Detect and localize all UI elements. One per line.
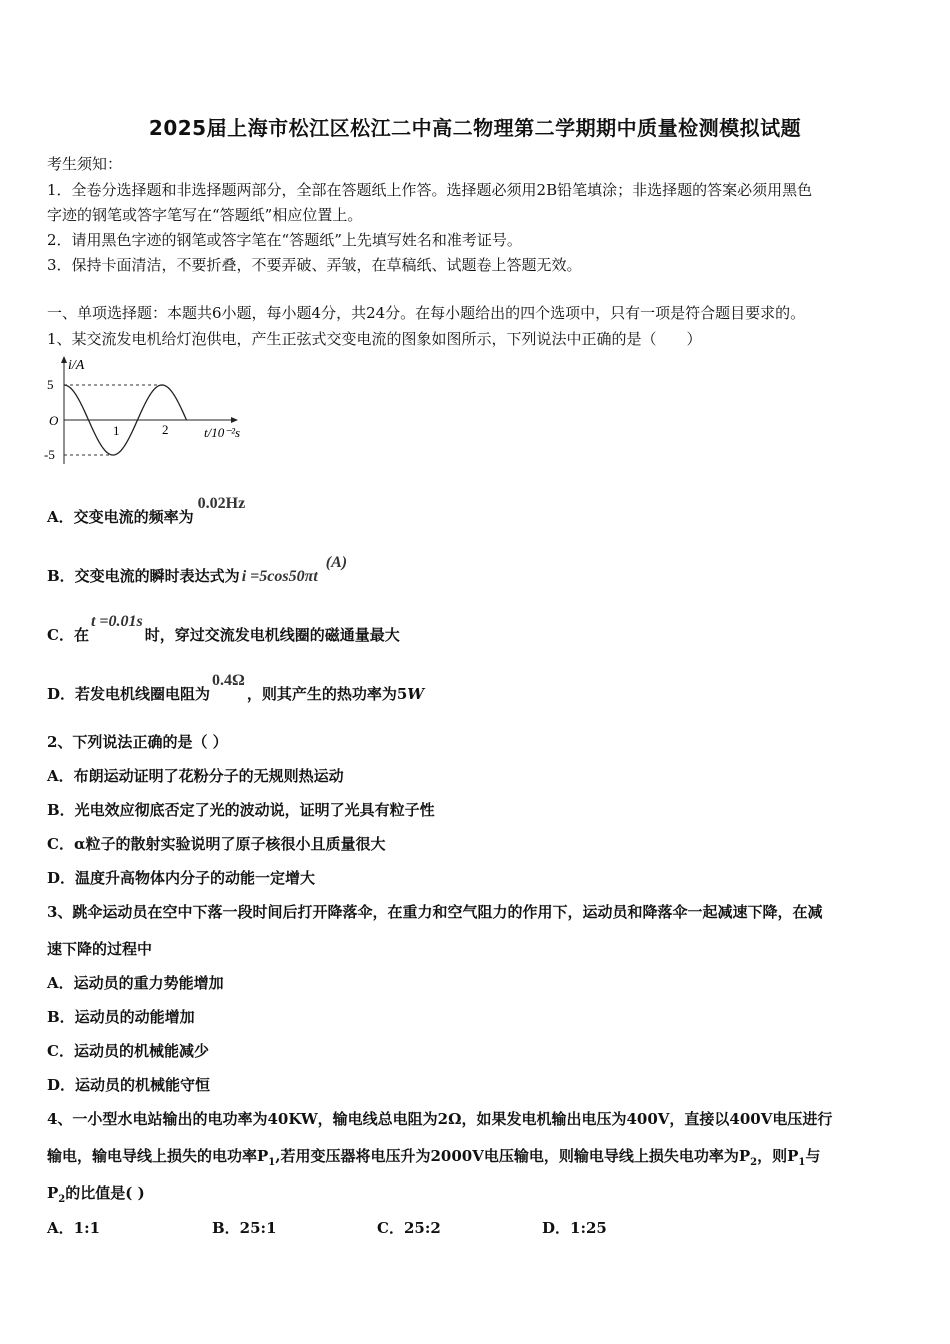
q4-option-c[interactable]: C．25:2	[377, 1219, 441, 1237]
q1-option-b-math: i =5cos50πt	[241, 568, 318, 585]
q1-option-a-math: 0.02Hz	[197, 495, 246, 512]
q1-stem: 1、某交流发电机给灯泡供电，产生正弦式交变电流的图象如图所示，下列说法中正确的是（ ）	[47, 330, 702, 348]
q1-option-d-post: ，则其产生的热功率为5	[246, 685, 408, 703]
q1-option-c[interactable]	[47, 613, 400, 645]
q4-stem-part-3: ，则P	[757, 1147, 799, 1165]
q1-option-d[interactable]	[47, 672, 425, 704]
q4-stem: 4、一小型水电站输出的电功率为40KW，输电线总电阻为2Ω，如果发电机输出电压为400V，直接以400V电压进行	[47, 1110, 833, 1128]
q2-option-a[interactable]: A．布朗运动证明了花粉分子的无规则热运动	[47, 767, 344, 785]
q1-option-a-text: A．交变电流的频率为	[47, 508, 194, 526]
y-tick-bottom: -5	[44, 447, 55, 462]
q1-option-c-post: 时，穿过交流发电机线圈的磁通量最大	[144, 626, 400, 644]
q3-stem: 3、跳伞运动员在空中下落一段时间后打开降落伞，在重力和空气阻力的作用下，运动员和降落伞一起减速下降，在减	[47, 903, 823, 921]
q2-option-d[interactable]: D．温度升高物体内分子的动能一定增大	[47, 869, 316, 887]
q1-option-d-math: 0.4Ω	[212, 672, 245, 689]
q4-stem-part-2: ,若用变压器将电压升为2000V电压输电，则输电导线上损失电功率为P	[275, 1147, 751, 1165]
q4-option-a[interactable]: A．1:1	[47, 1219, 101, 1237]
page-title: 2025届上海市松江区松江二中高二物理第二学期期中质量检测模拟试题	[148, 116, 802, 140]
q4-stem-part-1: 输电，输电导线上损失的电功率P	[47, 1147, 269, 1165]
q1-option-c-pre: C．在	[47, 626, 89, 644]
q2-option-c[interactable]: C．α粒子的散射实验说明了原子核很小且质量很大	[47, 835, 386, 853]
q3-option-a[interactable]: A．运动员的重力势能增加	[47, 974, 224, 992]
x-axis-label: t/10⁻²s	[204, 425, 241, 440]
y-tick-top: 5	[47, 377, 54, 392]
q1-option-a[interactable]	[47, 495, 246, 527]
q1-option-d-pre: D．若发电机线圈电阻为	[47, 685, 211, 703]
x-tick-1: 1	[113, 423, 120, 438]
q4-stem-cont	[47, 1145, 820, 1168]
notice-item-1: 1．全卷分选择题和非选择题两部分，全部在答题纸上作答。选择题必须用2B铅笔填涂；非选择题的答案必须用黑色	[47, 181, 813, 199]
q4-option-b[interactable]: B．25:1	[212, 1219, 277, 1237]
y-axis-label: i/A	[68, 358, 85, 373]
q3-stem-cont: 速下降的过程中	[47, 940, 153, 958]
notice-item-1-cont: 字迹的钢笔或答字笔写在“答题纸”相应位置上。	[47, 206, 363, 224]
q4-sub-1b: 1	[798, 1157, 806, 1168]
q1-option-b-text: B．交变电流的瞬时表达式为	[47, 567, 240, 585]
q2-stem: 2、下列说法正确的是（ ）	[47, 733, 228, 751]
x-axis-arrow	[231, 417, 238, 423]
notice-item-3: 3．保持卡面清洁，不要折叠，不要弄破、弄皱，在草稿纸、试题卷上答题无效。	[47, 256, 582, 274]
q1-option-b-unit: (A)	[325, 554, 348, 571]
q3-option-d[interactable]: D．运动员的机械能守恒	[47, 1076, 211, 1094]
q4-option-d[interactable]: D．1:25	[542, 1219, 607, 1237]
q4-stem-end	[47, 1182, 145, 1205]
q4-stem-part-5: P	[47, 1184, 59, 1202]
section-heading: 一、单项选择题：本题共6小题，每小题4分，共24分。在每小题给出的四个选项中，只有一项是符合题目要求的。	[47, 304, 806, 322]
q4-sub-1a: 1	[268, 1157, 276, 1168]
origin-label: O	[49, 413, 59, 428]
q4-stem-part-6: 的比值是( )	[65, 1184, 145, 1202]
q4-sub-2b: 2	[58, 1194, 66, 1205]
q1-option-c-math: t =0.01s	[90, 613, 143, 630]
x-tick-2: 2	[162, 422, 169, 437]
q2-option-b[interactable]: B．光电效应彻底否定了光的波动说，证明了光具有粒子性	[47, 801, 435, 819]
q4-stem-part-4: 与	[805, 1147, 821, 1165]
q3-option-c[interactable]: C．运动员的机械能减少	[47, 1042, 209, 1060]
q1-option-d-unit: W	[407, 685, 425, 703]
notice-heading: 考生须知：	[47, 155, 123, 173]
notice-item-2: 2．请用黑色字迹的钢笔或答字笔在“答题纸”上先填写姓名和准考证号。	[47, 231, 522, 249]
q3-option-b[interactable]: B．运动员的动能增加	[47, 1008, 195, 1026]
y-axis-arrow	[61, 356, 67, 363]
q1-option-b[interactable]	[47, 554, 348, 586]
q1-current-graph	[44, 352, 259, 470]
q4-sub-2a: 2	[750, 1157, 758, 1168]
